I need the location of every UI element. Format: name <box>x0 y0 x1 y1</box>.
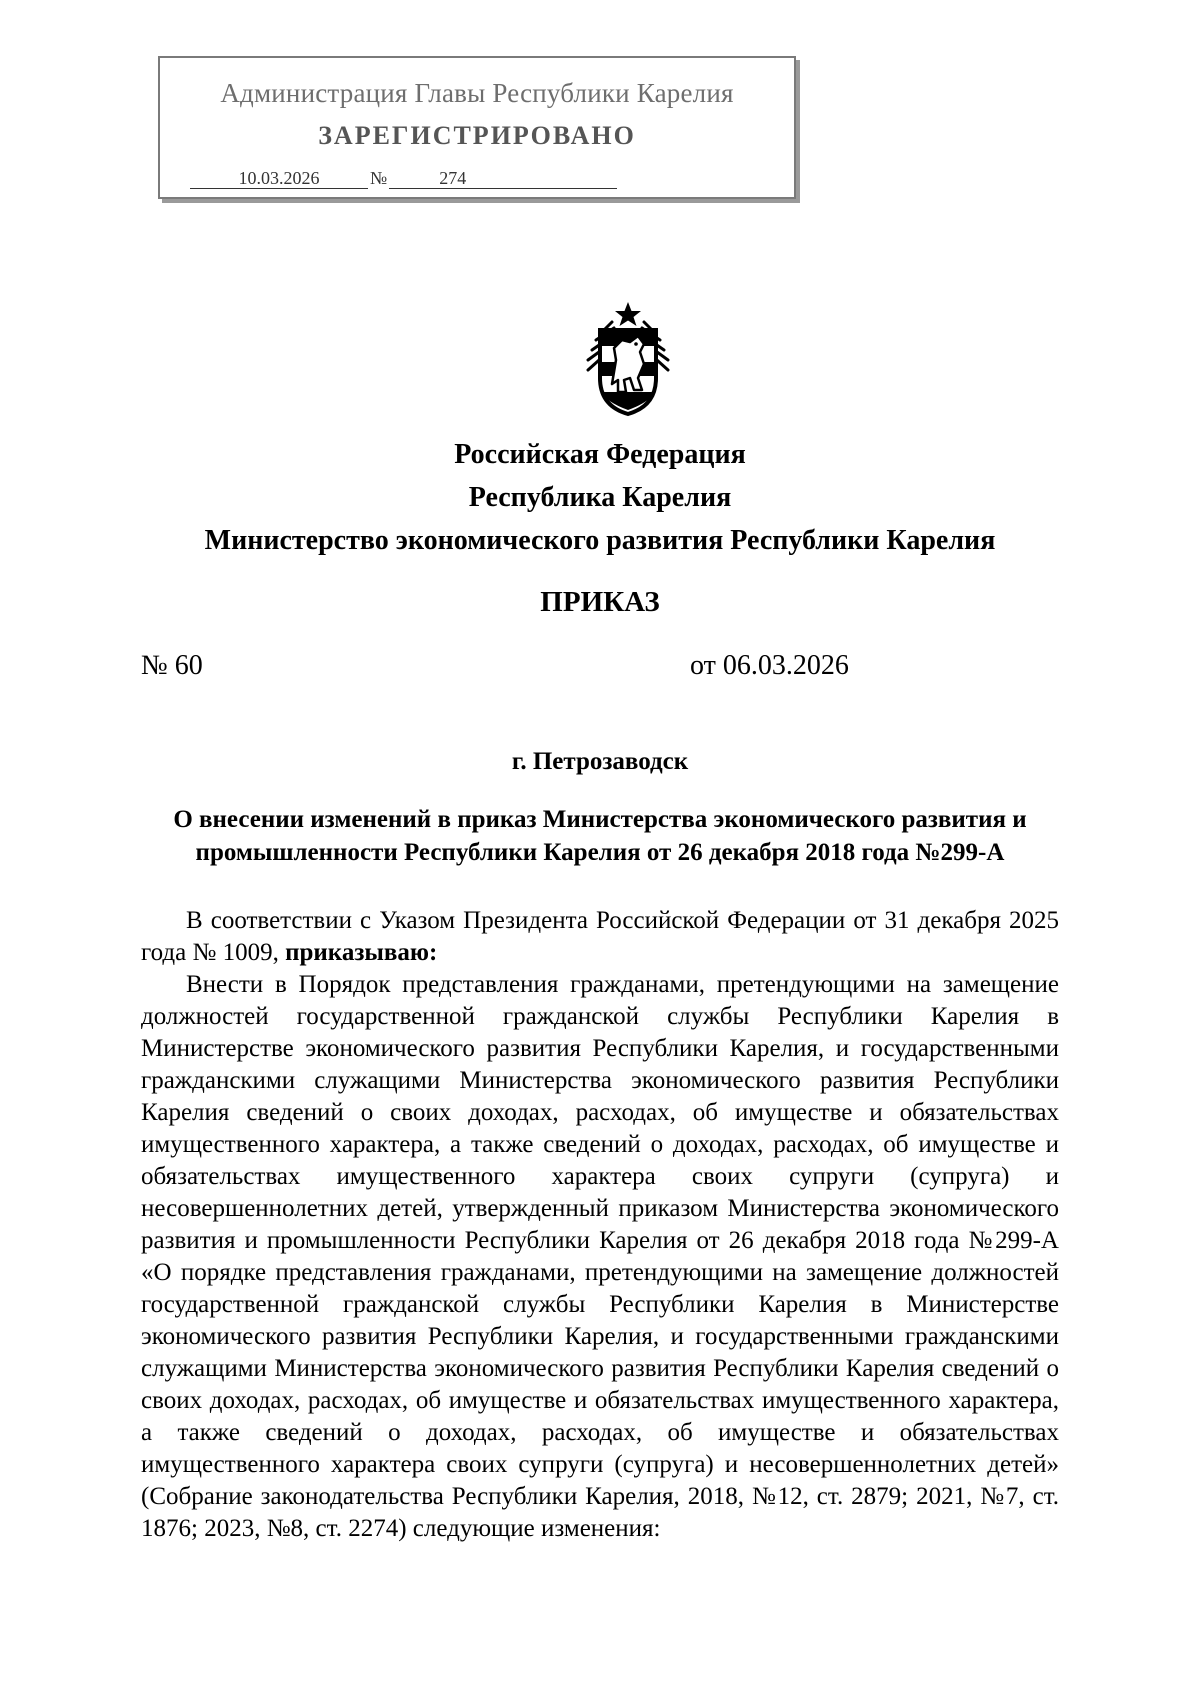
stamp-date: 10.03.2026 <box>190 168 368 189</box>
order-subject: О внесении изменений в приказ Министерства экономического развития и промышленности Республики Карелия от 26 декабря 2018 года №299-А <box>173 806 1027 866</box>
order-number: № 60 <box>141 650 203 681</box>
order-date: от 06.03.2026 <box>690 650 849 681</box>
country-heading: Российская Федерация <box>454 439 746 470</box>
registration-stamp <box>158 56 796 199</box>
karelia-coat-of-arms-icon <box>582 300 674 418</box>
stamp-registration-line <box>190 168 617 189</box>
document-type-heading: ПРИКАЗ <box>540 586 660 618</box>
ministry-heading: Министерство экономического развития Республики Карелия <box>204 525 996 556</box>
republic-heading: Республика Карелия <box>468 482 732 513</box>
body-paragraph-2: Внести в Порядок представления гражданами, претендующими на замещение должностей государственной гражданской службы Республики Карелия в Министерстве экономического развития Республики Карелия, и государственными гражданскими служащими Министерства экономического развития Республики Карелия сведений о своих доходах, расходах, об имуществе и обязательствах имущественного характера, а также сведений о доходах, расходах, об имуществе и обязательствах имущественного характера своих супруги (супруга) и несовершеннолетних детей, утвержденный приказом Министерства экономического развития и промышленности Республики Карелия от 26 декабря 2018 года №299-А «О порядке представления гражданами, претендующими на замещение должностей государственной гражданской службы Республики Карелия в Министерстве экономического развития Республики Карелия, и государственными гражданскими служащими Министерства экономического развития Республики Карелия сведений о своих доходах, расходах, об имуществе и обязательствах имущественного характера, а также сведений о доходах, расходах, об имуществе и обязательствах имущественного характера своих супруги (супруга) и несовершеннолетних детей» (Собрание законодательства Республики Карелия, 2018, №12, ст. 2879; 2021, №7, ст. 1876; 2023, №8, ст. 2274) следующие изменения: <box>141 971 1059 1542</box>
body-paragraph-1-directive: приказываю: <box>285 939 438 966</box>
stamp-status: ЗАРЕГИСТРИРОВАНО <box>318 121 636 150</box>
stamp-number: 274 <box>389 168 617 189</box>
body-paragraph-1-text: В соответствии с Указом Президента Российской Федерации от 31 декабря 2025 года № 1009, <box>141 907 1059 966</box>
body-paragraph-1 <box>141 905 1059 969</box>
stamp-number-sign: № <box>370 168 388 188</box>
stamp-title: Администрация Главы Республики Карелия <box>220 78 734 108</box>
city-name: г. Петрозаводск <box>511 748 689 775</box>
